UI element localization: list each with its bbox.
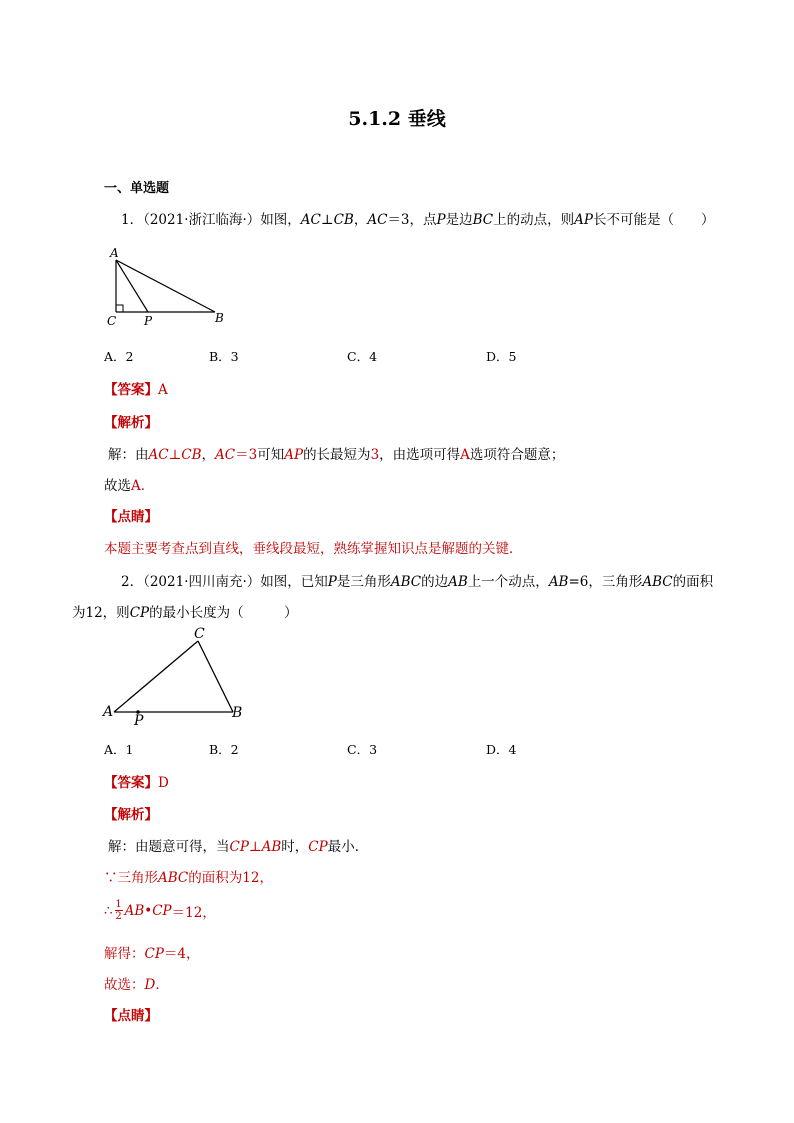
q1-option-d: D．5 <box>486 349 517 364</box>
answer-label: 【答案】 <box>104 382 158 398</box>
q1-analysis-label: 【解析】 <box>104 415 158 431</box>
q2-math: P <box>327 574 337 590</box>
fraction-numerator: 1 <box>115 899 122 910</box>
q1-text: ， <box>353 212 368 228</box>
sol-text: 故选： <box>104 977 145 993</box>
sol-text: 解：由 <box>108 447 149 463</box>
q1-math: BC <box>472 212 494 228</box>
sol-math: 3 <box>370 447 380 463</box>
sol-math: AC⊥CB <box>148 447 202 463</box>
q1-math: AC⊥CB <box>300 212 354 228</box>
sol-math: ＝3 <box>235 447 258 463</box>
q2-note-label: 【点睛】 <box>104 1008 158 1024</box>
q1-text: 如图， <box>260 212 301 228</box>
q1-answer <box>104 378 168 398</box>
sol-text: 最小． <box>327 839 369 855</box>
question-2-stem-line-2 <box>72 601 298 621</box>
q1-solution-line-1 <box>108 443 564 463</box>
q1-math: AC <box>367 212 388 228</box>
q2-text: 的面积 <box>672 574 714 590</box>
sol-text: 时， <box>281 839 309 855</box>
q1-solution-line-2 <box>104 474 154 494</box>
q1-option-b: B．3 <box>209 349 239 364</box>
q2-source: （2021·四川南充·） <box>143 574 261 590</box>
q2-math: AB <box>448 574 468 590</box>
q2-text: 上一个动点， <box>467 574 549 590</box>
sol-text: ∴ <box>104 902 113 919</box>
q2-text: =6，三角形 <box>568 574 643 590</box>
q1-number: 1． <box>121 212 144 228</box>
q2-option-c: C．3 <box>347 742 378 757</box>
fraction-one-half <box>115 899 123 922</box>
q1-text: ＝3，点 <box>387 212 437 228</box>
sol-math: D <box>144 977 156 993</box>
sol-text: 解：由题意可得，当 <box>108 839 230 855</box>
sol-math: CP <box>308 839 328 855</box>
q1-label-b: B <box>215 311 224 325</box>
q2-text: 的最小长度为（ ） <box>149 605 298 621</box>
fraction-denominator: 2 <box>115 911 122 922</box>
sol-math: AB•CP <box>124 902 172 919</box>
q2-label-b: B <box>232 705 243 721</box>
q1-figure <box>100 243 240 331</box>
q2-option-d: D．4 <box>486 742 517 757</box>
q2-option-b: B．2 <box>209 742 239 757</box>
q2-answer <box>104 771 169 791</box>
q1-text: 上的动点，则 <box>493 212 575 228</box>
sol-text: 的长最短为 <box>303 447 371 463</box>
q1-text: 长不可能是（ ） <box>592 212 715 228</box>
q2-answer-value: D <box>158 775 169 791</box>
q2-math: ABC <box>642 574 673 590</box>
q1-source: （2021·浙江临海·） <box>143 212 261 228</box>
q2-segment-bc <box>198 641 233 712</box>
q2-text: 为12，则 <box>72 605 130 621</box>
sol-math: ABC <box>158 870 189 886</box>
sol-math: ＝12 <box>171 904 203 921</box>
q1-answer-value: A <box>158 382 168 398</box>
sol-text: ∵三角形 <box>104 870 158 886</box>
sol-text: ， <box>201 447 216 463</box>
q2-text: 如图，已知 <box>260 574 328 590</box>
sol-text: ， <box>186 946 200 962</box>
right-angle-mark <box>116 305 123 312</box>
q2-text: 的边 <box>421 574 449 590</box>
q1-note-label: 【点睛】 <box>104 509 158 525</box>
question-2-stem-line-1 <box>121 570 713 590</box>
sol-math: 12 <box>242 870 260 886</box>
q2-solution-line-4 <box>104 942 200 962</box>
q1-option-c: C．4 <box>347 349 378 364</box>
q2-math: AB <box>548 574 569 590</box>
question-1-stem <box>121 208 714 228</box>
q2-text: 是三角形 <box>336 574 391 590</box>
q2-solution-line-3 <box>104 899 216 922</box>
sol-math: A <box>460 447 470 463</box>
sol-text: 选项符合题意； <box>469 447 565 463</box>
sol-text: 可知 <box>257 447 285 463</box>
page-title: 5.1.2 垂线 <box>348 108 446 130</box>
q2-number: 2． <box>121 574 144 590</box>
sol-math: ＝4 <box>163 946 187 962</box>
sol-text: ，由选项可得 <box>379 447 461 463</box>
q1-label-p: P <box>144 314 153 328</box>
q2-math: ABC <box>390 574 422 590</box>
sol-text: 的面积为 <box>188 870 243 886</box>
sol-text: ， <box>202 904 216 921</box>
q1-label-a: A <box>110 246 119 260</box>
sol-math: AP <box>284 447 304 463</box>
q2-solution-line-5 <box>104 973 169 993</box>
q2-solution-line-2 <box>104 866 273 886</box>
q2-label-c: C <box>194 626 205 642</box>
sol-math: A． <box>131 478 155 494</box>
sol-text: ． <box>155 977 169 993</box>
q2-figure <box>98 624 258 732</box>
sol-text: ， <box>259 870 273 886</box>
q2-label-a: A <box>103 704 114 720</box>
sol-math: CP <box>144 946 164 962</box>
q2-analysis-label: 【解析】 <box>104 807 158 823</box>
q1-math: P <box>436 212 446 228</box>
q1-math: AP <box>574 212 593 228</box>
section-heading: 一、单选题 <box>104 181 170 196</box>
sol-math: AC <box>215 447 236 463</box>
q1-segment-ab <box>116 260 215 312</box>
q1-option-a: A．2 <box>104 349 134 364</box>
q1-note-text: 本题主要考查点到直线，垂线段最短，熟练掌握知识点是解题的关键． <box>104 541 523 557</box>
q2-math: CP <box>129 605 150 621</box>
q2-segment-ac <box>114 641 198 712</box>
q2-label-p: P <box>134 713 144 729</box>
answer-label: 【答案】 <box>104 775 158 791</box>
sol-math: CP⊥AB <box>229 839 282 855</box>
q2-solution-line-1 <box>108 835 368 855</box>
q1-label-c: C <box>107 314 117 328</box>
sol-text: 解得： <box>104 946 145 962</box>
q1-text: 是边 <box>445 212 473 228</box>
q2-option-a: A．1 <box>104 742 134 757</box>
sol-text: 故选 <box>104 478 131 494</box>
